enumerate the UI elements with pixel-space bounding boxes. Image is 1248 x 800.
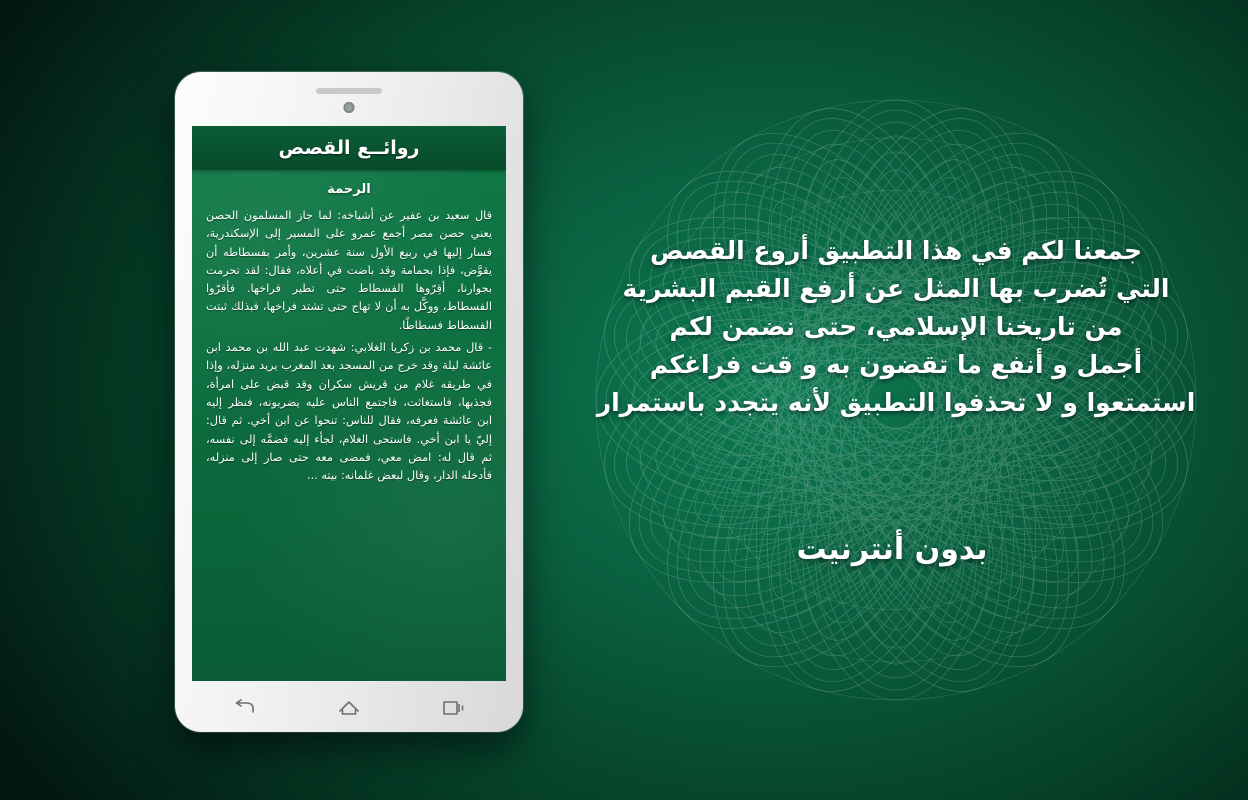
promo-text-block <box>596 232 1196 422</box>
offline-badge: بدون أنترنيت <box>796 532 988 567</box>
promo-line-5: استمتعوا و لا تحذفوا التطبيق لأنه يتجدد باستمرار <box>596 388 1196 417</box>
android-navigation-bar <box>192 685 506 731</box>
home-icon <box>338 699 360 717</box>
story-paragraph-2: - قال محمد بن زكريا الغلابي: شهدت عبد الله بن محمد ابن عائشة ليلة وقد خرج من المسجد بعد المغرب يريد منزله، وإذا في طريقه غلام من قريش سكران وقد قبض على امرأة، فجذبها، فاستغاثت، فاجتمع الناس عليه يضربونه، فنظر إليه ابن عائشة فعرفه، فقال للناس: تنحوا عن ابن أخي. ثم قال: إليّ يا ابن أخي. فاستحى الغلام، لجأء إليه فضمَّه إلى نفسه، ثم قال له: امض معي، فمضى معه حتى صار إلى منزله، فأدخله الدار، وقال لبعض غلمانه: بيته ... <box>206 341 492 483</box>
story-title: الرحمة <box>327 182 371 197</box>
home-button[interactable] <box>328 693 370 723</box>
phone-screen <box>192 126 506 681</box>
app-bar <box>192 126 506 170</box>
phone-mockup <box>175 72 523 732</box>
recent-apps-icon <box>442 699 466 717</box>
back-arrow-icon <box>233 699 255 717</box>
phone-front-camera-icon <box>344 102 355 113</box>
promo-line-4: أجمل و أنفع ما تقضون به و قت فراغكم <box>649 350 1143 379</box>
recents-button[interactable] <box>433 693 475 723</box>
story-body <box>192 203 506 499</box>
app-title: روائــع القصص <box>278 137 420 159</box>
promo-line-2: التي تُضرب بها المثل عن أرفع القيم البشرية <box>622 274 1170 303</box>
phone-speaker-grille <box>316 88 382 94</box>
promo-line-1: جمعنا لكم في هذا التطبيق أروع القصص <box>650 236 1142 265</box>
story-paragraph-1: قال سعيد بن عفير عن أشياخه: لما جاز المسلمون الحصن يعني حصن مصر أجمع عمرو على المسير إلى الإسكندرية، فسار إليها في ربيع الأول سنة عشرين، وأمر بفسطاطه أن يقوَّض، فإذا بحمامة وقد باضت في أعلاه، فقال: لقد تحرمت بجوارنا، أقِرّوها الفسطاط حتى تطير فراخها. فأقرّوا الفسطاط، ووكَّل به أن لا تهاج حتى تشتد فراخها، فبذلك ثبتت الفسطاط فسطاطًا. <box>206 209 492 332</box>
promo-line-3: من تاريخنا الإسلامي، حتى نضمن لكم <box>669 312 1123 341</box>
back-button[interactable] <box>223 693 265 723</box>
app-content <box>192 126 506 681</box>
